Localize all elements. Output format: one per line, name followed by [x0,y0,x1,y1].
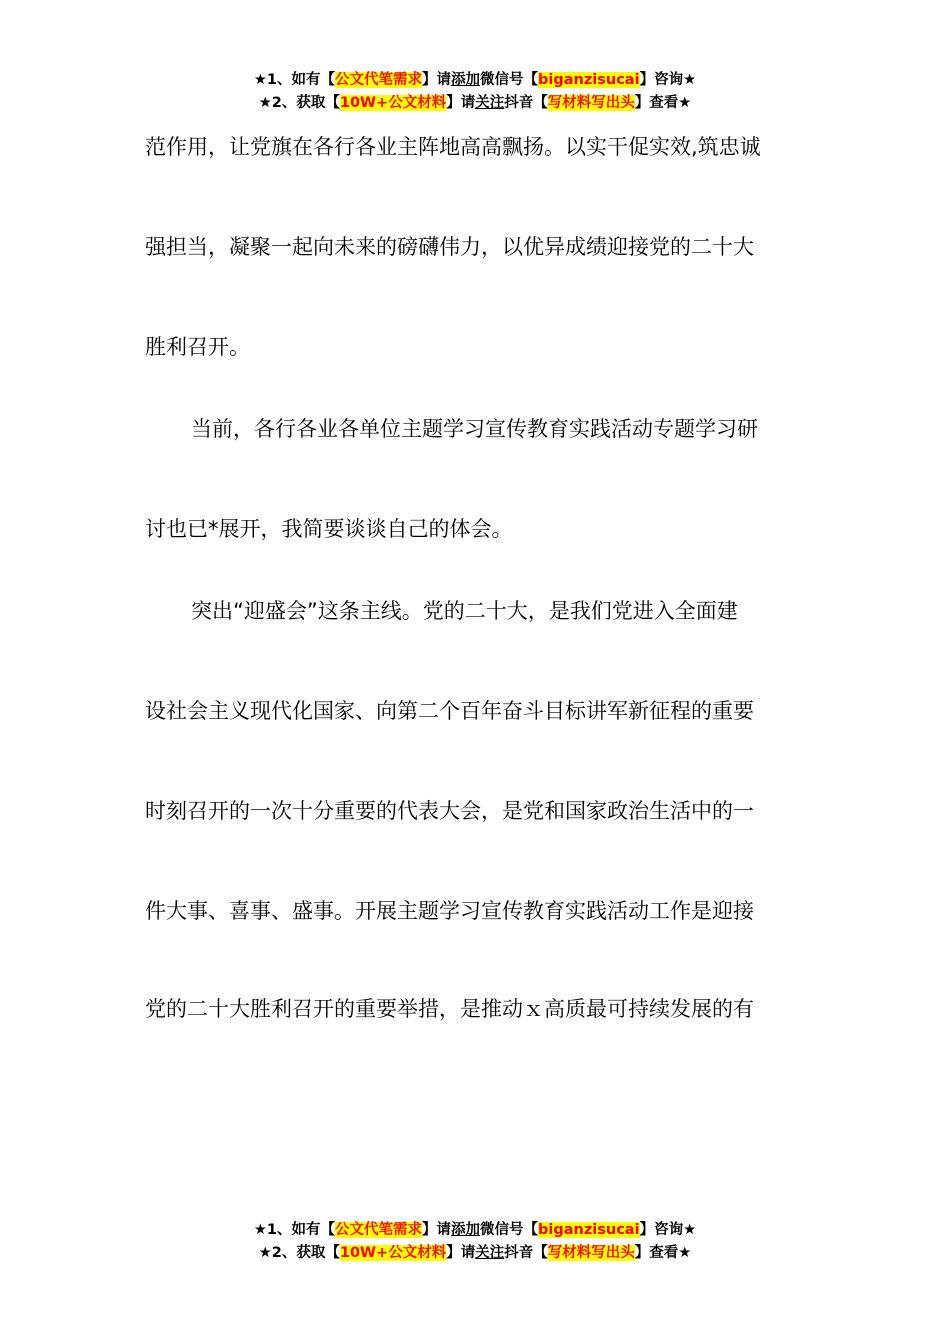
footer-line-1-highlight-service: 公文代笔需求 [335,1222,423,1238]
header-banner [0,69,950,115]
footer-line-2-mid2: 抖音【 [504,1245,548,1261]
footer-line-2-mid: 】请 [446,1245,476,1261]
header-line-2-highlight-materials: 10W+公文材料 [339,95,447,111]
body-line: 件大事、喜事、盛事。开展主题学习宣传教育实践活动工作是迎接 [145,899,754,923]
body-line: 时刻召开的一次十分重要的代表大会，是党和国家政治生活中的一 [145,799,754,823]
header-line-1-mid: 】请 [422,72,452,88]
body-line: 范作用，让党旗在各行各业主阵地高高飘扬。以实干促实效,筑忠诚 [145,135,761,159]
footer-line-1-suffix: 】咨询★ [639,1222,697,1238]
footer-line-2 [0,1242,950,1265]
header-line-1 [0,69,950,92]
header-line-1-highlight-wechat: biganzisucai [538,72,640,88]
footer-line-1-underlined: 添加 [451,1222,481,1238]
header-line-1-highlight-service: 公文代笔需求 [335,72,423,88]
footer-line-2-highlight-douyin: 写材料写出头 [547,1245,635,1261]
header-line-2 [0,92,950,115]
footer-line-1 [0,1219,950,1242]
body-line: 胜利召开。 [145,335,250,359]
footer-line-1-prefix: ★1、如有【 [253,1222,336,1238]
footer-line-1-highlight-wechat: biganzisucai [538,1222,640,1238]
footer-line-2-suffix: 】查看★ [634,1245,692,1261]
header-line-1-underlined: 添加 [451,72,481,88]
footer-line-1-mid: 】请 [422,1222,452,1238]
header-line-1-prefix: ★1、如有【 [253,72,336,88]
footer-banner [0,1219,950,1265]
footer-line-1-mid2: 微信号【 [480,1222,539,1238]
header-line-2-suffix: 】查看★ [634,95,692,111]
footer-line-2-prefix: ★2、获取【 [258,1245,340,1261]
header-line-2-underlined: 关注 [475,95,505,111]
body-line: 突出“迎盛会”这条主线。党的二十大，是我们党进入全面建 [191,599,738,623]
body-line: 当前，各行各业各单位主题学习宣传教育实践活动专题学习研 [191,417,758,441]
header-line-2-mid2: 抖音【 [504,95,548,111]
header-line-2-mid: 】请 [446,95,476,111]
header-line-1-suffix: 】咨询★ [639,72,697,88]
body-line: 强担当，凝聚一起向未来的磅礴伟力，以优异成绩迎接党的二十大 [145,235,754,259]
body-line: 党的二十大胜利召开的重要举措，是推动ｘ高质最可持续发展的有 [145,997,754,1021]
body-line: 讨也已*展开，我简要谈谈自己的体会。 [145,517,513,541]
header-line-1-mid2: 微信号【 [480,72,539,88]
body-line: 设社会主义现代化国家、向第二个百年奋斗目标讲军新征程的重要 [145,699,754,723]
header-line-2-highlight-douyin: 写材料写出头 [547,95,635,111]
header-line-2-prefix: ★2、获取【 [258,95,340,111]
footer-line-2-underlined: 关注 [475,1245,505,1261]
footer-line-2-highlight-materials: 10W+公文材料 [339,1245,447,1261]
